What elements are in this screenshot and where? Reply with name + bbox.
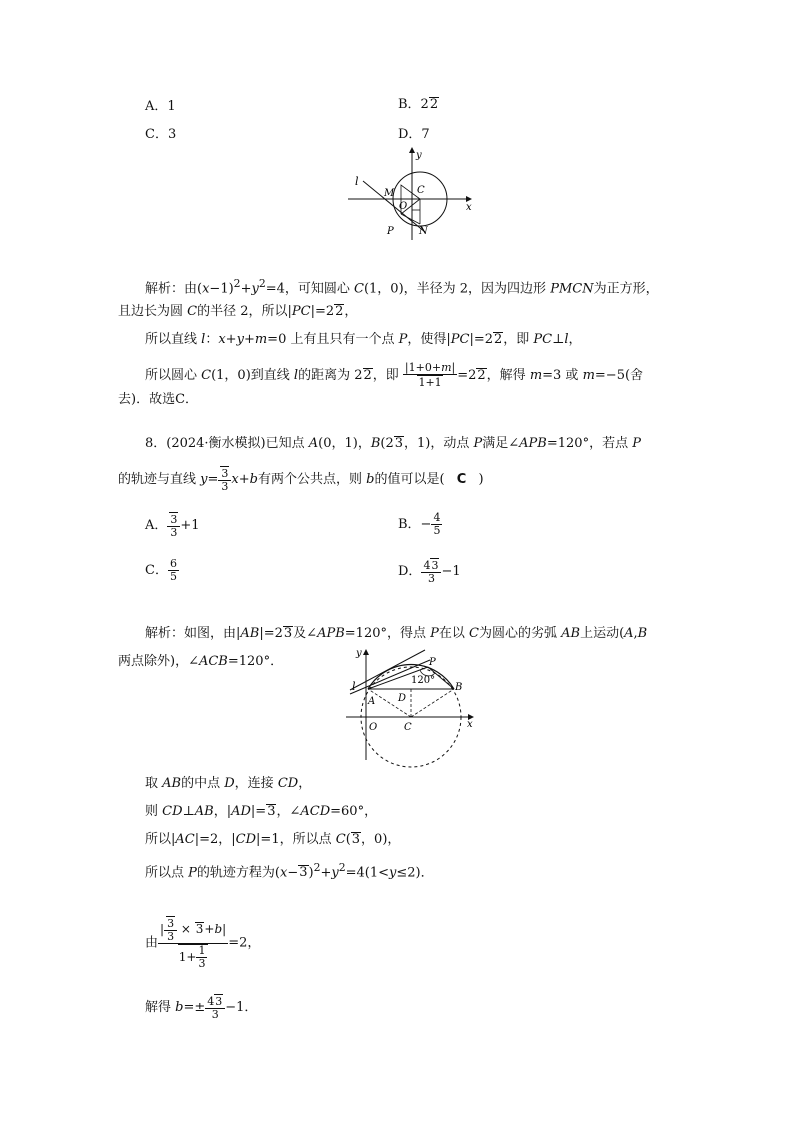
q8-solution-line-6: 解得 b=± $\frac{43}{3}$ −1． [145, 995, 258, 1021]
q8-label-d: D [398, 693, 407, 704]
q7-label-x: x [466, 202, 472, 213]
q8-option-a: A． $\frac{3}{3}$ +1 [145, 513, 200, 539]
q7-label-c: C [417, 185, 425, 196]
q8-solution-line-1: 取 AB的中点 D，连接 CD， [145, 776, 312, 791]
q8-label-o: O [369, 722, 378, 733]
q8-option-b: B．− $\frac{4}{5}$ [398, 511, 441, 537]
q8-label-b: B [455, 682, 463, 693]
q8-label-a: A [368, 696, 376, 707]
q7-option-b: B．22 [398, 97, 439, 112]
q7-option-c: C．3 [145, 127, 177, 142]
q8-solution-line-3: 所以|AC|=2，|CD|=1，所以点 C(3，0)， [145, 832, 401, 847]
q7-option-a: A．1 [145, 99, 176, 114]
q8-option-c: C． $\frac{6}{5}$ [145, 557, 177, 583]
q8-stem-line-2: 的轨迹与直线 y= $\frac{3}{3}$ x+b有两个公共点，则 b的值可以是( C ) [118, 467, 484, 493]
q7-label-l: l [355, 175, 359, 188]
q7-label-y: y [416, 150, 422, 161]
q7-analysis-line-1: 解析：由$(x-1)^2+y^2=4$，可知圆心 C(1，0)，半径为 2，因为四边形 PMCN为正方形， [145, 277, 659, 297]
q8-label-angle: 120° [411, 675, 436, 686]
q7-label-n: N [419, 226, 428, 237]
q8-label-p: P [429, 657, 436, 668]
q8-answer: C [456, 472, 467, 487]
q7-option-d: D．7 [398, 127, 430, 142]
q7-label-p: P [387, 226, 394, 237]
q7-label-o: O [399, 201, 408, 212]
q8-option-d: D． $\frac{43}{3}$ −1 [398, 559, 461, 585]
q8-stem-line-1: 8．(2024·衡水模拟)已知点 A(0，1)，B(23，1)，动点 P满足∠APB=120°，若点 P [145, 436, 641, 451]
q7-label-m: M [384, 188, 395, 199]
q8-solution-line-5: 由 | $\frac{3}{3}$ × 3+b| 1+ $\frac{1}{3}$ =2， [145, 917, 261, 970]
q8-solution-line-4: 所以点 P的轨迹方程为$(x-3)^2+y^2=4(1<y\le 2)$． [145, 861, 434, 881]
q8-analysis-line-1: 解析：如图，由|AB|=23及∠APB=120°，得点 P在以 C为圆心的劣弧 AB上运动(A,B [145, 626, 648, 641]
q8-solution-line-2: 则 CD⊥AB，|AD|=3，∠ACD=60°， [145, 804, 378, 819]
q8-label-x: x [467, 719, 473, 730]
q7-analysis-line-3: 所以直线 l：x+y+m=0 上有且只有一个点 P，使得|PC|=22，即 PC⊥l， [145, 332, 582, 347]
q7-analysis-line-4: 所以圆心 C(1，0)到直线 l的距离为 22，即 $\frac{|1+0+m|}{1+1}$ =22，解得 m=3 或 m=−5(舍 [145, 361, 644, 389]
q8-analysis-line-2: 两点除外)，∠ACB=120°． [118, 654, 284, 669]
q7-analysis-line-2: 且边长为圆 C的半径 2，所以|PC|=22， [118, 304, 358, 319]
q8-label-c: C [404, 722, 412, 733]
q8-label-l: l [352, 680, 356, 693]
q8-label-y: y [356, 648, 362, 659]
q7-analysis-line-5: 去)．故选C． [118, 392, 199, 407]
